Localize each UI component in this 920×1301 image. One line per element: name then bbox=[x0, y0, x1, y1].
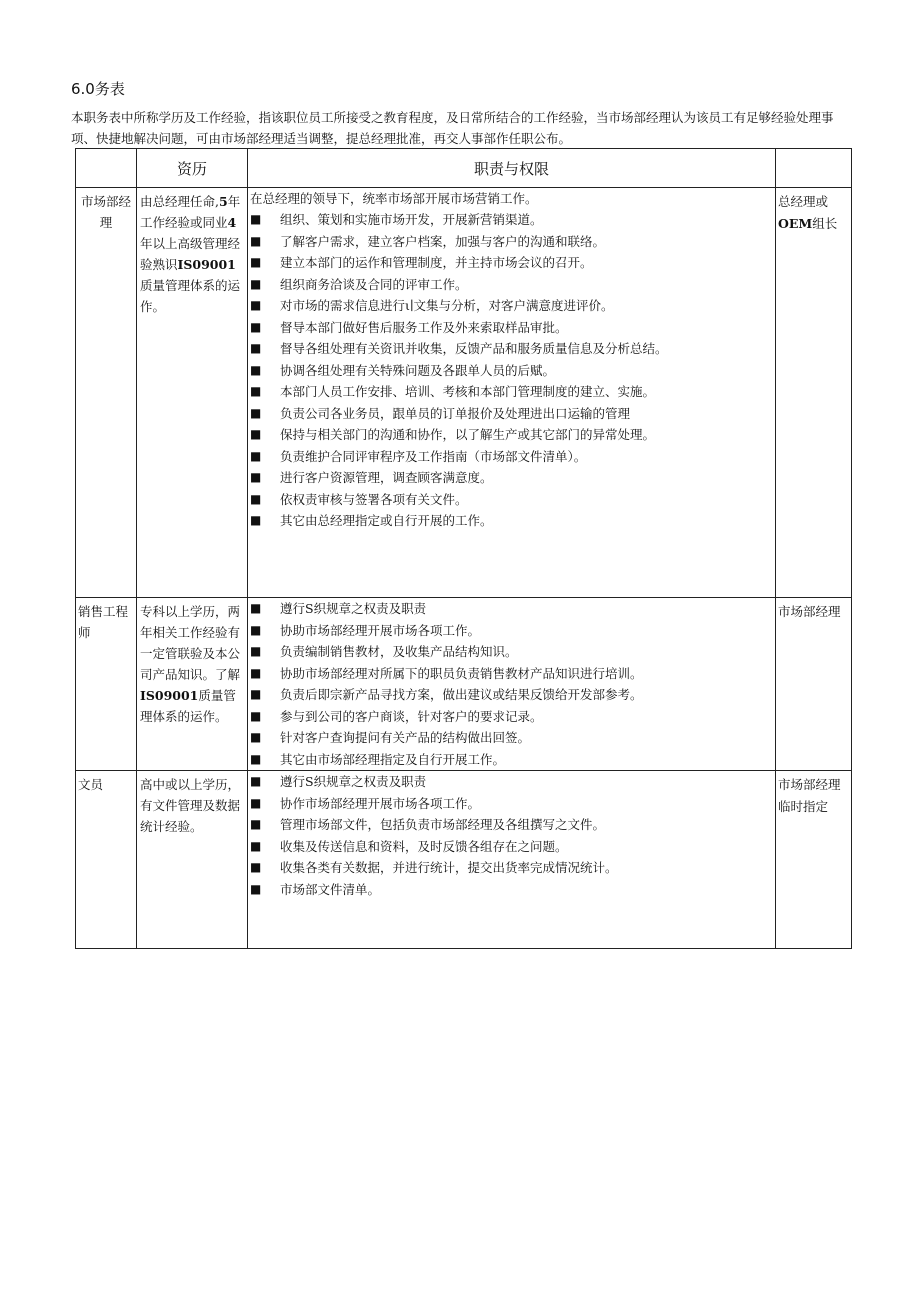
header-duties: 职责与权限 bbox=[248, 149, 776, 188]
qualification-cell: 高中或以上学历，有文件管理及数据统计经验。 bbox=[137, 771, 248, 949]
duty-text: 管理市场部文件，包括负责市场部经理及各组撰写之文件。 bbox=[280, 817, 606, 832]
bullet-square-icon: ■ bbox=[250, 491, 262, 506]
duty-item bbox=[250, 684, 773, 706]
duty-text: 依权责审核与签署各项有关文件。 bbox=[280, 491, 468, 507]
duty-item bbox=[250, 446, 773, 468]
duty-item bbox=[250, 467, 773, 489]
duty-item bbox=[250, 641, 773, 663]
duties-lead: 在总经理的领导下，统率市场部开展市场营销工作。 bbox=[250, 191, 538, 206]
bullet-square-icon: ■ bbox=[250, 817, 262, 831]
duty-item bbox=[250, 706, 773, 728]
duty-item bbox=[250, 749, 773, 771]
duty-text: 负责维护合同评审程序及工作指南（市场部文件清单）。 bbox=[280, 448, 587, 464]
bullet-square-icon: ■ bbox=[250, 233, 262, 248]
table-row bbox=[76, 188, 852, 598]
duty-text: 进行客户资源管理，调查顾客满意度。 bbox=[280, 470, 493, 485]
bullet-square-icon: ■ bbox=[250, 298, 262, 312]
duty-table bbox=[75, 148, 852, 949]
bullet-square-icon: ■ bbox=[250, 838, 262, 853]
duty-text: 保持与相关部门的沟通和协作，以了解生产或其它部门的异常处理。 bbox=[280, 427, 656, 442]
bullet-square-icon: ■ bbox=[250, 644, 262, 658]
table-row bbox=[76, 771, 852, 949]
duty-text: 遵行S织规章之权责及职责 bbox=[280, 601, 427, 616]
approver-cell: 总经理或OEM组长 bbox=[776, 188, 852, 598]
duty-text: 负责公司各业务员，跟单员的订单报价及处理进出口运输的管理 bbox=[280, 405, 631, 421]
duty-item bbox=[250, 317, 773, 339]
role-cell: 市场部经理 bbox=[76, 188, 137, 598]
duty-item bbox=[250, 857, 773, 879]
duty-text: 参与到公司的客户商谈，针对客户的要求记录。 bbox=[280, 708, 543, 724]
duty-item bbox=[250, 274, 773, 296]
bullet-square-icon: ■ bbox=[250, 665, 262, 680]
duty-item bbox=[250, 295, 773, 317]
duty-item bbox=[250, 814, 773, 836]
header-role bbox=[76, 149, 137, 188]
bullet-square-icon: ■ bbox=[250, 513, 262, 527]
duty-text: 市场部文件清单。 bbox=[280, 881, 381, 897]
duty-text: 协调各组处理有关特殊问题及各跟单人员的后赋。 bbox=[280, 362, 556, 378]
qualification-cell: 专科以上学历，两年相关工作经验有一定管联验及本公司产品知识。了解IS09001质量管理体系的运作。 bbox=[137, 598, 248, 771]
duty-text: 收集及传送信息和资料，及时反馈各组存在之问题。 bbox=[280, 838, 568, 854]
duties-cell bbox=[248, 771, 776, 949]
qualification-cell: 由总经理任命,5年工作经验或同业4年以上高级管理经验熟识IS09001质量管理体系的运作。 bbox=[137, 188, 248, 598]
bullet-square-icon: ■ bbox=[250, 622, 262, 637]
duty-item bbox=[250, 793, 773, 815]
intro-paragraph: 本职务表中所称学历及工作经验，指该职位员工所接受之教育程度，及日常所结合的工作经验，当市场部经理认为该员工有足够经验处理事项、快捷地解决问题，可由市场部经理适当调整，提总经理批准，再交人事部作任职公布。 bbox=[71, 110, 834, 146]
duty-text: 负责后即宗新产品寻找方案，做出建议或结果反馈给开发部参考。 bbox=[280, 687, 643, 702]
bullet-square-icon: ■ bbox=[250, 276, 262, 291]
bullet-square-icon: ■ bbox=[250, 427, 262, 441]
duty-text: 协作市场部经理开展市场各项工作。 bbox=[280, 795, 481, 811]
duty-text: 组织、策划和实施市场开发，开展新营销渠道。 bbox=[280, 212, 543, 227]
header-qualification: 资历 bbox=[137, 149, 248, 188]
duty-item bbox=[250, 727, 773, 749]
bullet-square-icon: ■ bbox=[250, 795, 262, 810]
table-header-row bbox=[76, 149, 852, 188]
duty-text: 组织商务洽谈及合同的评审工作。 bbox=[280, 276, 468, 292]
duty-text: 其它由市场部经理指定及自行开展工作。 bbox=[280, 751, 506, 767]
duty-item bbox=[250, 836, 773, 858]
duties-cell bbox=[248, 598, 776, 771]
duty-item bbox=[250, 879, 773, 901]
bullet-square-icon: ■ bbox=[250, 730, 262, 744]
header-approver bbox=[776, 149, 852, 188]
duty-item bbox=[250, 663, 773, 685]
bullet-square-icon: ■ bbox=[250, 319, 262, 334]
role-cell: 销售工程师 bbox=[76, 598, 137, 771]
bullet-square-icon: ■ bbox=[250, 448, 262, 463]
duty-item bbox=[250, 381, 773, 403]
duty-item bbox=[250, 252, 773, 274]
bullet-square-icon: ■ bbox=[250, 774, 262, 788]
role-cell: 文员 bbox=[76, 771, 137, 949]
duty-item bbox=[250, 510, 773, 532]
bullet-square-icon: ■ bbox=[250, 384, 262, 398]
duties-cell bbox=[248, 188, 776, 598]
duty-item bbox=[250, 338, 773, 360]
duty-text: 针对客户查询提问有关产品的结构做出回签。 bbox=[280, 730, 531, 745]
approver-cell: 市场部经理临时指定 bbox=[776, 771, 852, 949]
duty-list bbox=[250, 598, 773, 770]
duty-item bbox=[250, 209, 773, 231]
duty-list bbox=[250, 771, 773, 900]
bullet-square-icon: ■ bbox=[250, 255, 262, 269]
bullet-square-icon: ■ bbox=[250, 470, 262, 484]
duty-item bbox=[250, 598, 773, 620]
duty-item bbox=[250, 489, 773, 511]
duty-text: 协助市场部经理对所属下的职员负责销售教材产品知识进行培训。 bbox=[280, 665, 643, 681]
duty-item bbox=[250, 360, 773, 382]
duty-text: 本部门人员工作安排、培训、考核和本部门管理制度的建立、实施。 bbox=[280, 384, 656, 399]
bullet-square-icon: ■ bbox=[250, 881, 262, 896]
duty-text: 建立本部门的运作和管理制度，并主持市场会议的召开。 bbox=[280, 255, 593, 270]
bullet-square-icon: ■ bbox=[250, 212, 262, 226]
duty-text: 其它由总经理指定或自行开展的工作。 bbox=[280, 513, 493, 528]
bullet-square-icon: ■ bbox=[250, 687, 262, 701]
duty-item bbox=[250, 231, 773, 253]
duty-text: 对市场的需求信息进行ι∣文集与分析，对客户满意度进评价。 bbox=[280, 298, 614, 313]
duty-text: 收集各类有关数据，并进行统计，提交出货率完成情况统计。 bbox=[280, 860, 618, 875]
bullet-square-icon: ■ bbox=[250, 751, 262, 766]
bullet-square-icon: ■ bbox=[250, 362, 262, 377]
duty-item bbox=[250, 620, 773, 642]
duty-text: 督导本部门做好售后服务工作及外来索取样品审批。 bbox=[280, 319, 568, 335]
duty-list bbox=[250, 209, 773, 532]
duty-text: 督导各组处理有关资讯并收集，反馈产品和服务质量信息及分析总结。 bbox=[280, 341, 668, 356]
duty-text: 遵行S织规章之权责及职责 bbox=[280, 774, 427, 789]
duty-text: 了解客户需求，建立客户档案，加强与客户的沟通和联络。 bbox=[280, 233, 606, 249]
duty-text: 协助市场部经理开展市场各项工作。 bbox=[280, 622, 481, 638]
duty-item bbox=[250, 403, 773, 425]
duty-item bbox=[250, 424, 773, 446]
bullet-square-icon: ■ bbox=[250, 601, 262, 615]
bullet-square-icon: ■ bbox=[250, 341, 262, 355]
section-title: 6.0务表 bbox=[71, 80, 125, 98]
bullet-square-icon: ■ bbox=[250, 708, 262, 723]
duty-text: 负责编制销售教材，及收集产品结构知识。 bbox=[280, 644, 518, 659]
table-row bbox=[76, 598, 852, 771]
bullet-square-icon: ■ bbox=[250, 860, 262, 874]
bullet-square-icon: ■ bbox=[250, 405, 262, 420]
duty-item bbox=[250, 771, 773, 793]
approver-cell: 市场部经理 bbox=[776, 598, 852, 771]
